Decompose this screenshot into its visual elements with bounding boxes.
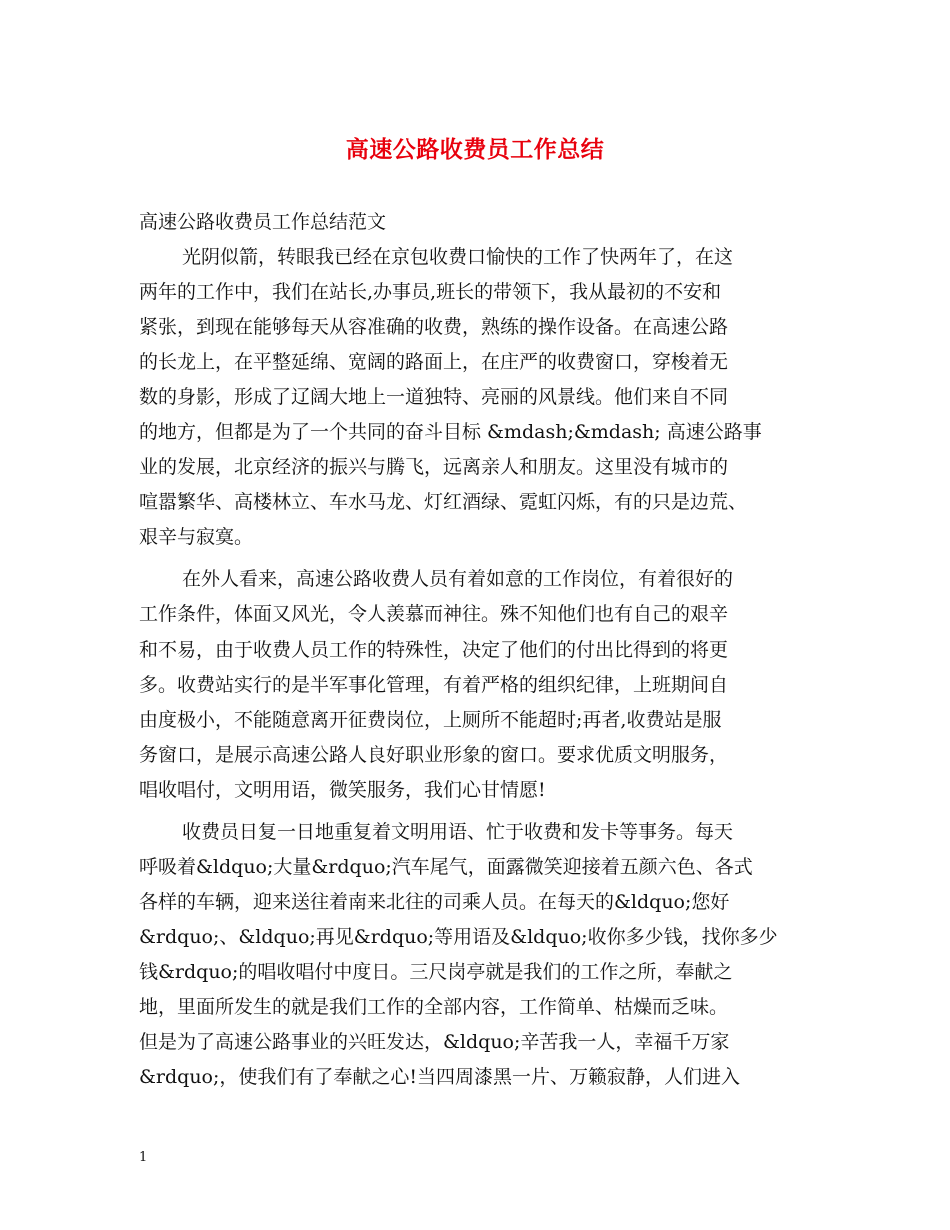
body-line: 呼吸着&ldquo;大量&rdquo;汽车尾气，面露微笑迎接着五颜六色、各式 (139, 856, 753, 878)
body-line: &rdquo;，使我们有了奉献之心!当四周漆黑一片、万籁寂静，人们进入 (139, 1066, 741, 1088)
body-line: 多。收费站实行的是半军事化管理，有着严格的组织纪律，上班期间自 (139, 674, 729, 696)
body-line: 光阴似箭，转眼我已经在京包收费口愉快的工作了快两年了，在这 (182, 246, 734, 268)
body-line: 和不易，由于收费人员工作的特殊性，决定了他们的付出比得到的将更 (139, 639, 729, 661)
body-line: 两年的工作中，我们在站长,办事员,班长的带领下，我从最初的不安和 (139, 281, 722, 303)
body-line: 由度极小，不能随意离开征费岗位，上厕所不能超时;再者,收费站是服 (139, 709, 722, 731)
body-line: 艰辛与寂寞。 (139, 526, 254, 548)
body-line: 紧张，到现在能够每天从容准确的收费，熟练的操作设备。在高速公路 (139, 316, 729, 338)
document-title: 高速公路收费员工作总结 (345, 137, 605, 163)
body-line: 务窗口，是展示高速公路人良好职业形象的窗口。要求优质文明服务， (139, 744, 729, 766)
body-line: 收费员日复一日地重复着文明用语、忙于收费和发卡等事务。每天 (182, 821, 734, 843)
body-line: 钱&rdquo;的唱收唱付中度日。三尺岗亭就是我们的工作之所，奉献之 (139, 961, 733, 983)
body-line: 在外人看来，高速公路收费人员有着如意的工作岗位，有着很好的 (182, 568, 734, 590)
body-line: 业的发展，北京经济的振兴与腾飞，远离亲人和朋友。这里没有城市的 (139, 456, 729, 478)
body-line: 数的身影，形成了辽阔大地上一道独特、亮丽的风景线。他们来自不同 (139, 386, 729, 408)
body-line: 的长龙上，在平整延绵、宽阔的路面上，在庄严的收费窗口，穿梭着无 (139, 351, 729, 373)
body-line: &rdquo;、&ldquo;再见&rdquo;等用语及&ldquo;收你多少钱，找你多少 (139, 926, 778, 948)
body-line: 工作条件，体面又风光，令人羡慕而神往。殊不知他们也有自己的艰辛 (139, 603, 729, 625)
document-subtitle: 高速公路收费员工作总结范文 (139, 211, 387, 233)
body-line: 但是为了高速公路事业的兴旺发达，&ldquo;辛苦我一人，幸福千万家 (139, 1031, 730, 1053)
body-line: 的地方，但都是为了一个共同的奋斗目标 &mdash;&mdash; 高速公路事 (139, 421, 762, 443)
body-line: 喧嚣繁华、高楼林立、车水马龙、灯红酒绿、霓虹闪烁，有的只是边荒、 (139, 491, 748, 513)
page-number: 1 (139, 1150, 148, 1165)
body-line: 唱收唱付，文明用语，微笑服务，我们心甘情愿! (139, 779, 546, 801)
body-line: 各样的车辆，迎来送往着南来北往的司乘人员。在每天的&ldquo;您好 (139, 891, 730, 913)
body-line: 地，里面所发生的就是我们工作的全部内容，工作简单、枯燥而乏味。 (139, 996, 729, 1018)
